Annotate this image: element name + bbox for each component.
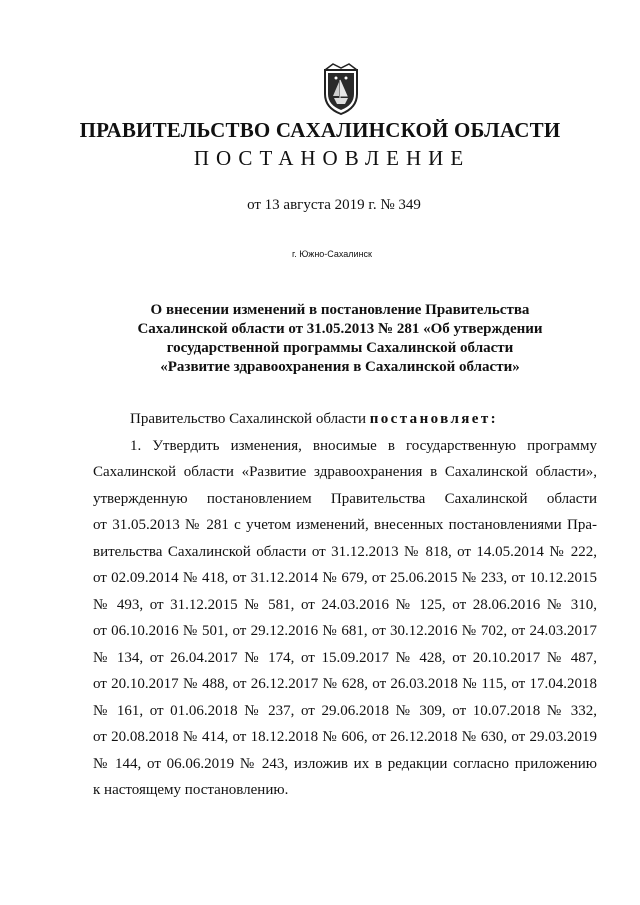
subject-line: государственной программы Сахалинской области	[166, 340, 514, 356]
subject-line: Сахалинской области от 31.05.2013 № 281 «Об утверждении	[137, 321, 543, 337]
document-body	[93, 406, 597, 804]
paragraph-line: от 06.10.2016 № 501, от 29.12.2016 № 681, от 30.12.2016 № 702, от 24.03.2017	[93, 623, 597, 639]
preamble	[93, 406, 597, 433]
paragraph-line: от 02.09.2014 № 418, от 31.12.2014 № 679, от 25.06.2015 № 233, от 10.12.2015	[93, 570, 597, 586]
paragraph-line: вительства Сахалинской области от 31.12.2013 № 818, от 14.05.2014 № 222,	[93, 543, 597, 560]
document-subject	[110, 301, 570, 377]
paragraph-line: № 144, от 06.06.2019 № 243, изложив их в редакции согласно приложению	[93, 755, 597, 772]
coat-of-arms-icon	[319, 60, 363, 116]
paragraph-line: № 134, от 26.04.2017 № 174, от 15.09.2017 № 428, от 20.10.2017 № 487,	[93, 649, 597, 666]
paragraph-line: № 161, от 01.06.2018 № 237, от 29.06.2018 № 309, от 10.07.2018 № 332,	[93, 702, 597, 719]
government-title: ПРАВИТЕЛЬСТВО САХАЛИНСКОЙ ОБЛАСТИ	[79, 118, 561, 142]
document-type: ПОСТАНОВЛЕНИЕ	[193, 146, 471, 170]
paragraph-line: № 493, от 31.12.2015 № 581, от 24.03.2016 № 125, от 28.06.2016 № 310,	[93, 596, 597, 613]
preamble-text: Правительство Сахалинской области	[130, 411, 370, 427]
paragraph-line: утвержденную постановлением Правительства Сахалинской области	[93, 490, 597, 507]
paragraph-line: от 20.10.2017 № 488, от 26.12.2017 № 628, от 26.03.2018 № 115, от 17.04.2018	[93, 676, 597, 692]
date-and-number: от 13 августа 2019 г. № 349	[247, 197, 421, 213]
subject-line: О внесении изменений в постановление Правительства	[150, 302, 530, 318]
paragraph-line: 1. Утвердить изменения, вносимые в государственную программу	[130, 437, 597, 454]
paragraph-line: Сахалинской области «Развитие здравоохранения в Сахалинской области»,	[93, 464, 597, 480]
paragraph-line: от 20.08.2018 № 414, от 18.12.2018 № 606, от 26.12.2018 № 630, от 29.03.2019	[93, 729, 597, 745]
paragraph-line: к настоящему постановлению.	[93, 782, 289, 798]
paragraph-line: от 31.05.2013 № 281 с учетом изменений, внесенных постановлениями Пра-	[93, 517, 597, 533]
place-of-issue: г. Южно-Сахалинск	[292, 249, 372, 259]
subject-line: «Развитие здравоохранения в Сахалинской области»	[160, 359, 520, 375]
preamble-emphasis: постановляет:	[369, 411, 499, 427]
